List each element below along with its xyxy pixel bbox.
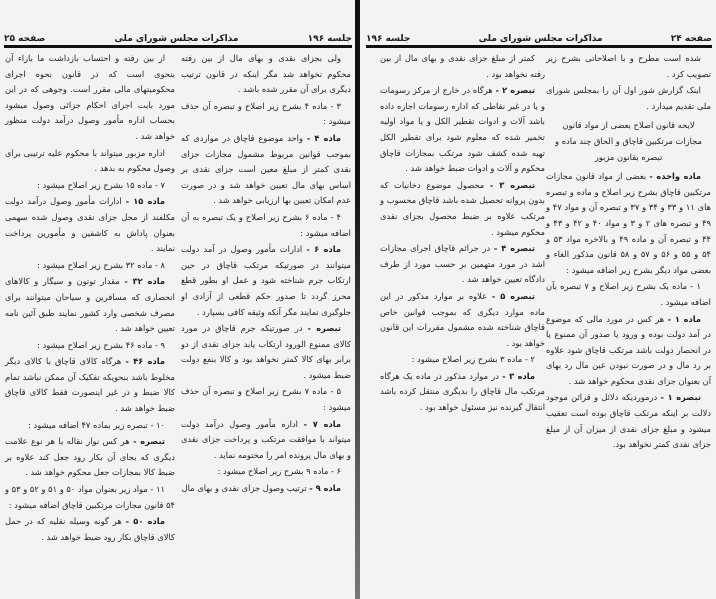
paragraph — [380, 289, 545, 351]
article-label: تبصره - — [307, 323, 341, 334]
article-label: ماده ۱ - — [667, 313, 702, 324]
paragraph-text: هر کس نوار نقاله یا هر نوع علامت دیگری که بجای آن بکار رود جعل کند علاوه بر ضبط کالا بمجازات جعل محکوم خواهد شد . — [5, 436, 175, 478]
paragraph-text: کمتر از مبلغ جزای نقدی و بهای مال از بین رفته نخواهد بود . — [380, 53, 545, 79]
publication-title: مذاکرات مجلس شورای ملی — [478, 34, 603, 44]
paragraph-text: از بین رفته و احتساب بازداشت ما بازاء آن بنحوی است که در قانون نحوه اجرای محکومیتهای مالی مقرر است. وجوهی که در این مورد بابت اجرای احکام جزائی وصول میشود بحساب اداره مأمور وصول درآمد دولت منظور خواهد شد . — [5, 53, 175, 141]
paragraph — [181, 417, 351, 464]
article-label: ماده واحده - — [649, 171, 701, 182]
article-label: تبصره - — [133, 436, 165, 447]
paragraph-text: اینک گزارش شور اول آن را بمجلس شورای ملی تقدیم میدارد . — [546, 85, 711, 111]
paragraph — [546, 169, 711, 278]
paragraph-text: ۹ - ماده ۴۶ بشرح زیر اصلاح میشود : — [37, 339, 165, 350]
text-column-left — [5, 51, 175, 546]
paragraph-text: ۷ - ماده ۱۵ بشرح زیر اصلاح میشود : — [37, 179, 165, 190]
paragraph — [181, 481, 351, 497]
paragraph — [380, 352, 545, 368]
paragraph — [181, 131, 351, 209]
paragraph — [380, 51, 545, 82]
paragraph-text: هرگاه در خارج از مرکز رسومات و یا در غیر نقاطی که اداره رسومات اجازه داده باشد آلات و ادوات تقطیر الکل و یا مواد اولیه تخمیر شده که معلوم شود برای تقطیر الکل تهیه شده کشف شود مرتکب بمجازات قاچاق محکوم و آلات و ادوات ضبط خواهد شد . — [380, 85, 545, 174]
paragraph-text: ۸ - ماده ۳۲ بشرح زیر اصلاح میشود : — [37, 259, 165, 270]
paragraph-text: محصول موضوع دخانیات که بدون پروانه تحصیل شده باشد قاچاق محسوب و مرتکب علاوه بر ضبط محصول بجزای نقدی محکوم میشود . — [380, 179, 545, 237]
paragraph — [181, 321, 351, 383]
page-number: صفحه ۲۴ — [670, 34, 712, 44]
paragraph — [5, 258, 175, 274]
article-label: ماده ۳۲ - — [124, 276, 165, 287]
paragraph — [5, 178, 175, 194]
article-label: ماده ۴۶ - — [125, 356, 165, 367]
paragraph-text: واحد موضوع قاچاق در مواردی که بموجب قوانین مربوط مشمول مجازات جزای نقدی کمتر از مبلغ معین است جزای نقدی بر اساس بهای مال تعیین خواهد شد و در صورت عدم امکان تعیین بها ارزیابی خواهد شد . — [181, 132, 351, 206]
paragraph-text: ۶ - ماده ۹ بشرح زیر اصلاح میشود : — [217, 466, 341, 477]
article-label: تبصره ۳ - — [489, 179, 535, 190]
paragraph — [380, 178, 545, 240]
paragraph-text: اداره مأمور وصول درآمد دولت میتواند با موافقت مرتکب و پرداخت جزای نقدی و بهای مال پرونده امر را مختومه نماید . — [181, 418, 351, 460]
paragraph-text: ترتیب وصول جزای نقدی و بهای مال — [181, 483, 307, 494]
session-number: جلسه ۱۹۶ — [307, 34, 352, 44]
paragraph — [5, 514, 175, 545]
paragraph — [546, 312, 711, 390]
paragraph-text: هر کس در مورد مالی که موضوع در آمد دولت بوده و ورود یا صدور آن ممنوع یا در انحصار دولت باشد مرتکب قاچاق شود علاوه بر رد مال و در صورت نبودن عین مال رد بهای آن بعنوان جزای نقدی محکوم خواهد شد . — [546, 313, 711, 386]
paragraph-text: ۱ - ماده یک بشرح زیر اصلاح و ۷ تبصره بآن اضافه میشود . — [546, 281, 711, 307]
article-label: تبصره ۲ - — [495, 85, 535, 96]
paragraph-text: مقدار توتون و سیگار و کالاهای انحصاری که مسافرین و سیاحان میتوانند برای مصرف شخصی وارد کشور نمایند طبق آئین نامه تعیین خواهد شد . — [5, 276, 175, 334]
article-label: ماده ۷ - — [303, 418, 342, 429]
paragraph — [380, 83, 545, 177]
article-label: ماده ۴ - — [306, 132, 342, 143]
publication-title: مذاکرات مجلس شورای ملی — [114, 34, 239, 44]
paragraph — [546, 51, 711, 82]
paragraph — [5, 482, 175, 513]
header-rule — [366, 45, 712, 48]
paragraph — [5, 434, 175, 481]
paragraph — [181, 384, 351, 415]
paragraph-text: ولی بجزای نقدی و بهای مال از بین رفته محکوم نخواهد شد مگر اینکه در قانون ترتیب دیگری برای آن مقرر شده باشد . — [181, 53, 351, 95]
paragraph-text: در موارد مذکور در ماده یک هرگاه مرتکب مال قاچاق را بدیگری منتقل کرده باشد انتقال گیرنده نیز مسئول خواهد بود . — [380, 370, 545, 413]
paragraph-text: ۴ - ماده ۶ بشرح زیر اصلاح و یک تبصره به آن اضافه میشود : — [181, 211, 351, 238]
paragraph — [380, 369, 545, 416]
article-label: تبصره ۵ - — [491, 290, 535, 301]
book-binding — [355, 0, 360, 599]
text-column-left — [380, 51, 545, 417]
paragraph-text: ۲ - ماده ۳ بشرح زیر اصلاح میشود : — [411, 354, 535, 365]
paragraph-text: ۱۰ - تبصره زیر بماده ۴۷ اضافه میشود : — [28, 419, 165, 430]
article-label: ماده ۳ - — [502, 370, 536, 381]
paragraph-text: ادارات مأمور وصول درآمد دولت مکلفند از محل جزای نقدی وصول شده سهمی بعنوان پاداش به کاشفین و مأمورین پرداخت نمایند . — [5, 196, 175, 254]
paragraph — [181, 464, 351, 480]
paragraph-text: در صورتیکه جرم قاچاق در مورد کالای ممنوع الورود ارتکاب یابد جزای نقدی از دو برابر بهای کالا کمتر نخواهد بود و کالا بنفع دولت ضبط میشود . — [181, 323, 351, 380]
paragraph-text: علاوه بر موارد مذکور در این ماده موارد دیگری که بموجب قوانین خاص قاچاق شناخته شده مشمول مقررات این قانون خواهد بود . — [380, 290, 545, 348]
paragraph — [5, 194, 175, 256]
paragraph — [181, 242, 351, 320]
paragraph — [5, 274, 175, 336]
paragraph — [5, 418, 175, 434]
paragraph-text: درموردیکه دلائل و قرائن موجود دلالت بر اینکه مرتکب قاچاق بوده است تعقیب میشود و مبلغ جزای نقدی از میزان آن از مبلغ جزای نقدی کمتر نخواهد بود. — [546, 392, 711, 450]
page-header — [4, 30, 352, 44]
paragraph-text: ادارات مأمور وصول در آمد دولت میتوانند در صورتیکه مرتکب قاچاق در حین ارتکاب جرم شناخته شود و عمل او بطور قطع محرز گردد تا صدور حکم قطعی از آزادی او جلوگیری نمایند مگر آنکه وثیقه کافی بسپارد . — [181, 244, 351, 317]
header-rule — [4, 45, 352, 48]
paragraph — [181, 51, 351, 98]
article-label: ماده ۵۰ - — [125, 516, 165, 527]
page-header — [366, 30, 712, 44]
paragraph — [181, 210, 351, 241]
paragraph — [5, 354, 175, 416]
paragraph — [380, 241, 545, 288]
article-label: ماده ۹ - — [309, 483, 341, 494]
page-number: صفحه ۲۵ — [4, 34, 46, 44]
paragraph — [546, 83, 711, 114]
paragraph — [5, 51, 175, 145]
paragraph-text: هرگاه کالای قاچاق با کالای دیگر مخلوط باشد بنحویکه تفکیک آن ممکن نباشد تمام کالا ضبط و در غیر اینصورت فقط کالای قاچاق ضبط خواهد شد . — [5, 356, 175, 414]
article-label: تبصره ۴ - — [493, 243, 535, 254]
left-page — [0, 0, 356, 599]
article-label: تبصره ۱ - — [660, 392, 701, 403]
right-page — [362, 0, 716, 599]
paragraph-text: لایحه قانون اصلاح بعضی از مواد قانون مجازات مرتکبین قاچاق و الحاق چند ماده و تبصره بقانون مزبور — [555, 120, 702, 162]
paragraph-text: ۵ - ماده ۷ بشرح زیر اصلاح و تبصره آن حذف میشود : — [181, 386, 351, 413]
text-column-right — [546, 51, 711, 454]
paragraph-text: شده است مطرح و با اصلاحاتی بشرح زیر تصویب کرد . — [546, 53, 711, 79]
paragraph-text: اداره مزبور میتواند با محکوم علیه ترتیبی برای وصول محکوم به بدهد . — [5, 147, 175, 174]
paragraph — [181, 99, 351, 130]
paragraph-text: بعضی از مواد قانون مجازات مرتکبین قاچاق بشرح زیر اصلاح و ماده و تبصره های ۱۱ و ۳۳ و ۳۴ و ۳۷ و تبصره آن و مواد ۴۷ و ۴۹ و تبصره های ۲ و ۳ و مواد ۴۰ و ۴۲ و ۴۳ و ۴۴ و تبصره آن و ماده ۴۹ و بالاخره مواد ۵۳ و ۵۴ و ۵۵ و ۵۶ و ۵۷ و ۵۸ قانون مذکور الغاء و بعضی مواد دیگر بشرح زیر اضافه میشود : — [546, 171, 711, 275]
paragraph — [5, 146, 175, 177]
paragraph — [546, 279, 711, 310]
paragraph-text: ۳ - ماده ۴ بشرح زیر اصلاح و تبصره آن حذف میشود : — [181, 100, 351, 127]
bill-title — [552, 118, 705, 165]
text-column-right — [181, 51, 351, 498]
paragraph — [5, 338, 175, 354]
paragraph — [546, 390, 711, 452]
paragraph-text: هر گونه وسیله نقلیه که در حمل کالای قاچاق بکار رود ضبط خواهد شد . — [5, 516, 175, 542]
session-number: جلسه ۱۹۶ — [366, 34, 411, 44]
paragraph-text: ۱۱ - مواد زیر بعنوان مواد ۵۰ و ۵۱ و ۵۲ و ۵۳ و ۵۴ قانون مجازات مرتکبین قاچاق اضافه میشود : — [5, 484, 175, 510]
article-label: ماده ۱۵ - — [125, 196, 166, 207]
paragraph-text: در جرائم قاچاق اجرای مجازات اشد در مورد متهمین بر حسب مورد از طرف دادگاه تعیین خواهد شد . — [380, 243, 545, 285]
article-label: ماده ۶ - — [306, 244, 342, 255]
